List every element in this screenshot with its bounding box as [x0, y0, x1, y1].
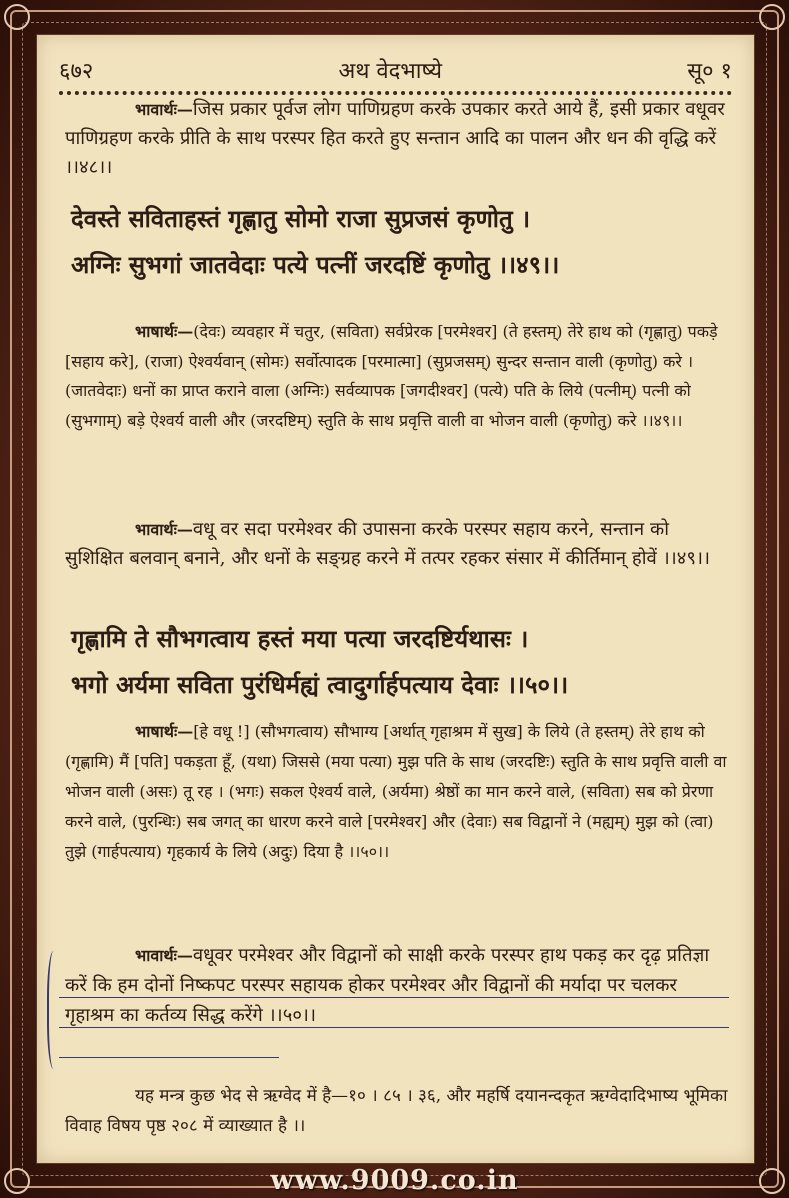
- bhavarth-50: भावार्थः—वधूवर परमेश्वर और विद्वानों को साक्षी करके परस्पर हाथ पकड़ कर दृढ़ प्रतिज्ञा करें कि हम दोनों निष्कपट परस्पर सहायक होकर परमेश्वर और विद्वानों की मर्यादा पर चलकर गृहाश्रम का कर्तव्य सिद्ध करेंगे ।।५०।।: [65, 945, 710, 1026]
- mantra-50-line2: भगो अर्यमा सविता पुरंधिर्मह्यं त्वादुर्गार्हपत्याय देवाः ।।५०।।: [71, 670, 569, 699]
- bhashartha-49: भाषार्थः—(देवः) व्यवहार में चतुर, (सविता) सर्वप्रेरक [परमेश्वर] (ते हस्तम्) तेरे हाथ को (गृह्णातु) पकड़े [सहाय करे], (राजा) ऐश्वर्यवान् (सोमः) सर्वोत्पादक [परमात्मा] (सुप्रजसम्) सुन्दर सन्तान वाली (कृणोतु) करे । (जातवेदाः) धनों का प्राप्त कराने वाला (अग्निः) सर्वव्यापक [जगदीश्वर] (पत्ये) पति के लिये (पत्नीम्) पत्नी को (सुभगाम्) बड़े ऐश्वर्य वाली और (जरदष्टिम्) स्तुति के साथ प्रवृत्ति वाली वा भोजन वाली (कृणोतु) करे ।।४९।।: [65, 322, 718, 430]
- corner-ornament: [759, 4, 785, 30]
- mantra-49-line1: देवस्ते सविताहस्तं गृह्णातु सोमो राजा सुप्रजसं कृणोतु ।: [71, 204, 531, 233]
- reference-note: यह मन्त्र कुछ भेद से ऋग्वेद में है—१० । ८५ । ३६, और महर्षि दयानन्दकृत ऋग्वेदादिभाष्य भूमिका विवाह विषय पृष्ठ २०८ में व्याख्यात है ।।: [65, 1086, 728, 1136]
- bhavarth-48: भावार्थः—जिस प्रकार पूर्वज लोग पाणिग्रहण करके उपकार करते आये हैं, इसी प्रकार वधूवर पाणिग्रहण करके प्रीति के साथ परस्पर हित करते हुए सन्तान आदि का पालन और धन की वृद्धि करें ।।४८।।: [65, 99, 725, 178]
- book-page: [36, 34, 755, 1164]
- handwritten-underline: [59, 1027, 729, 1028]
- handwritten-underline: [59, 997, 729, 998]
- mantra-49-line2: अग्निः सुभगां जातवेदाः पत्ये पत्नीं जरदष्टिं कृणोतु ।।४९।।: [71, 250, 560, 279]
- sukta-number: सू० १: [687, 59, 732, 84]
- corner-ornament: [4, 4, 30, 30]
- handwritten-bracket: [47, 951, 63, 1069]
- page-header: [59, 53, 732, 87]
- bhashartha-50: भाषार्थः—[हे वधू !] (सौभगत्वाय) सौभाग्य [अर्थात् गृहाश्रम में सुख] के लिये (ते हस्तम्) तेरे हाथ को (गृह्णामि) मैं [पति] पकड़ता हूँ, (यथा) जिससे (मया पत्या) मुझ पति के साथ (जरदष्टिः) स्तुति के साथ प्रवृत्ति वाली वा भोजन वाली (असः) तू रह । (भगः) सकल ऐश्वर्य वाले, (अर्यमा) श्रेष्ठों का मान करने वाले, (सविता) सब को प्रेरणा करने वाले, (पुरन्धिः) सब जगत् का धारण करने वाले [परमेश्वर] और (देवाः) सब विद्वानों ने (मह्यम्) मुझ को (त्वा) तुझे (गार्हपत्याय) गृहकार्य के लिये (अदुः) दिया है ।।५०।।: [65, 722, 727, 861]
- handwritten-underline: [59, 1057, 279, 1058]
- mantra-50-line1: गृह्णामि ते सौभगत्वाय हस्तं मया पत्या जरदष्टिर्यथासः ।: [71, 624, 529, 653]
- website-watermark: www.9009.co.in: [270, 1165, 519, 1196]
- bhavarth-49: भावार्थः—वधू वर सदा परमेश्वर की उपासना करके परस्पर सहाय करने, सन्तान को सुशिक्षित बलवान् बनाने, और धनों के सङ्ग्रह करने में तत्पर रहकर संसार में कीर्तिमान् होवें ।।४९।।: [65, 519, 711, 569]
- page-number: ६७२: [59, 59, 94, 84]
- page-title: अथ वेदभाष्ये: [338, 59, 443, 84]
